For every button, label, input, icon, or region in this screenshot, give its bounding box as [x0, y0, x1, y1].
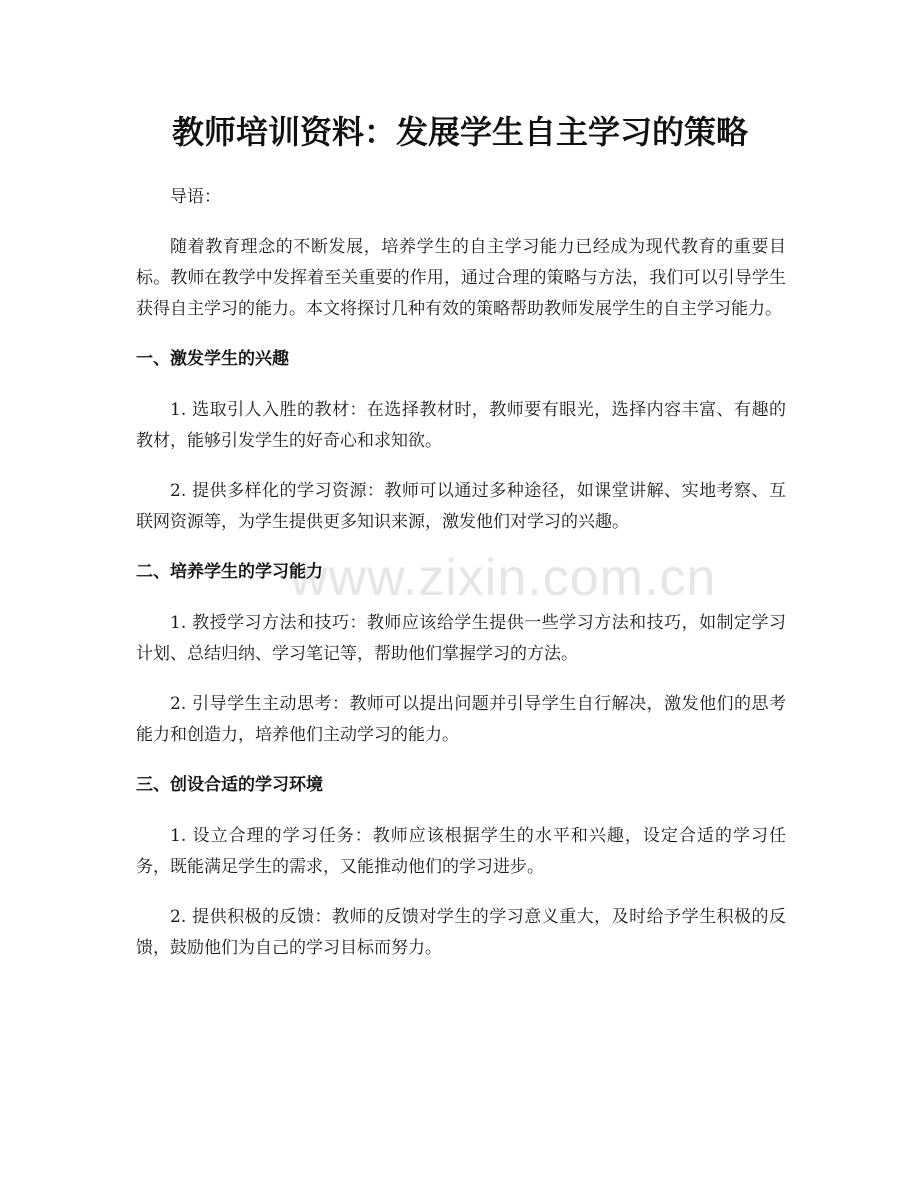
- section-heading-2: 二、培养学生的学习能力: [136, 562, 323, 582]
- document-body: [136, 182, 786, 983]
- section-heading-3: 三、创设合适的学习环境: [136, 775, 323, 795]
- section-2-item-2: 2. 引导学生主动思考：教师可以提出问题并引导学生自行解决，激发他们的思考能力和创造力，培养他们主动学习的能力。: [136, 694, 786, 745]
- section-heading-1: 一、激发学生的兴趣: [136, 349, 289, 369]
- section-3-item-1: 1. 设立合理的学习任务：教师应该根据学生的水平和兴趣，设定合适的学习任务，既能满足学生的需求，又能推动他们的学习进步。: [136, 826, 786, 877]
- section-2-item-1: 1. 教授学习方法和技巧：教师应该给学生提供一些学习方法和技巧，如制定学习计划、总结归纳、学习笔记等，帮助他们掌握学习的方法。: [136, 613, 786, 664]
- page-title: 教师培训资料：发展学生自主学习的策略: [171, 113, 748, 151]
- section-1-item-1: 1. 选取引人入胜的教材：在选择教材时，教师要有眼光，选择内容丰富、有趣的教材，能够引发学生的好奇心和求知欲。: [136, 400, 786, 451]
- intro-paragraph: 随着教育理念的不断发展，培养学生的自主学习能力已经成为现代教育的重要目标。教师在教学中发挥着至关重要的作用，通过合理的策略与方法，我们可以引导学生获得自主学习的能力。本文将探讨几种有效的策略帮助教师发展学生的自主学习能力。: [136, 237, 786, 319]
- section-3-item-2: 2. 提供积极的反馈：教师的反馈对学生的学习意义重大，及时给予学生积极的反馈，鼓励他们为自己的学习目标而努力。: [136, 907, 786, 958]
- intro-label: 导语：: [170, 187, 221, 207]
- watermark-text: www.zixin.com.cn: [290, 549, 717, 607]
- section-1-item-2: 2. 提供多样化的学习资源：教师可以通过多种途径，如课堂讲解、实地考察、互联网资源等，为学生提供更多知识来源，激发他们对学习的兴趣。: [136, 481, 786, 532]
